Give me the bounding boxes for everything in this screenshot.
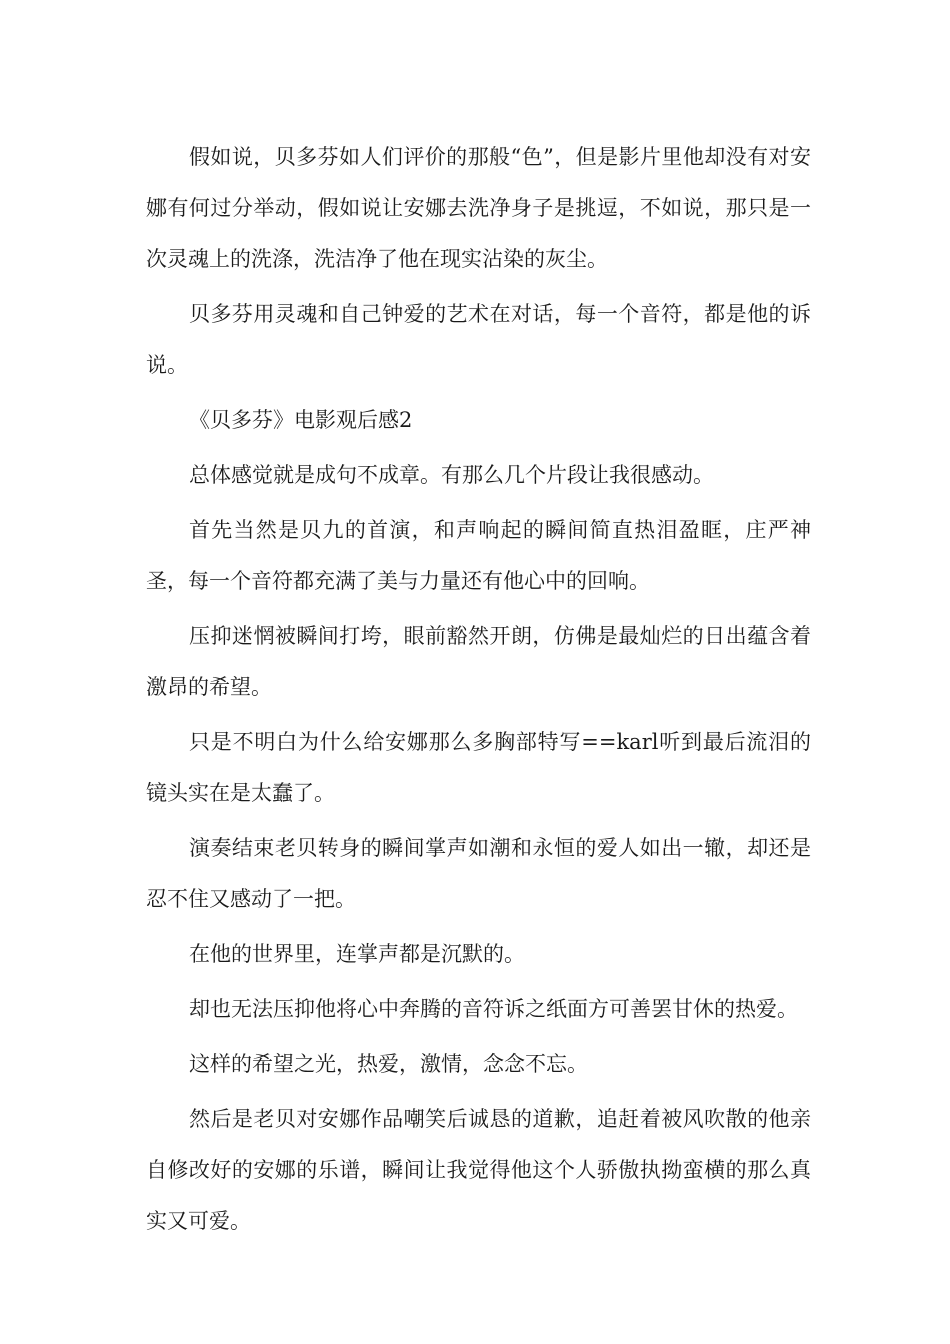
paragraph: 贝多芬用灵魂和自己钟爱的艺术在对话，每一个音符，都是他的诉说。 bbox=[146, 302, 811, 377]
paragraph: 总体感觉就是成句不成章。有那么几个片段让我很感动。 bbox=[189, 463, 714, 487]
paragraph: 演奏结束老贝转身的瞬间掌声如潮和永恒的爱人如出一辙，却还是忍不住又感动了一把。 bbox=[146, 836, 811, 911]
paragraph: 只是不明白为什么给安娜那么多胸部特写==karl听到最后流泪的镜头实在是太蠢了。 bbox=[146, 730, 811, 805]
document-body bbox=[146, 132, 811, 1251]
paragraph: 然后是老贝对安娜作品嘲笑后诚恳的道歉，追赶着被风吹散的他亲自修改好的安娜的乐谱，瞬间让我觉得他这个人骄傲执拗蛮横的那么真实又可爱。 bbox=[146, 1107, 811, 1233]
paragraph: 假如说，贝多芬如人们评价的那般“色”，但是影片里他却没有对安娜有何过分举动，假如说让安娜去洗净身子是挑逗，不如说，那只是一次灵魂上的洗涤，洗洁净了他在现实沾染的灰尘。 bbox=[146, 145, 811, 271]
paragraph: 在他的世界里，连掌声都是沉默的。 bbox=[189, 942, 525, 966]
paragraph: 这样的希望之光，热爱，激情，念念不忘。 bbox=[189, 1052, 588, 1076]
paragraph: 压抑迷惘被瞬间打垮，眼前豁然开朗，仿佛是最灿烂的日出蕴含着激昂的希望。 bbox=[146, 624, 811, 699]
paragraph: 却也无法压抑他将心中奔腾的音符诉之纸面方可善罢甘休的热爱。 bbox=[189, 997, 798, 1021]
section-heading: 《贝多芬》电影观后感2 bbox=[189, 408, 413, 432]
paragraph: 首先当然是贝九的首演，和声响起的瞬间简直热泪盈眶，庄严神圣，每一个音符都充满了美与力量还有他心中的回响。 bbox=[146, 518, 811, 593]
